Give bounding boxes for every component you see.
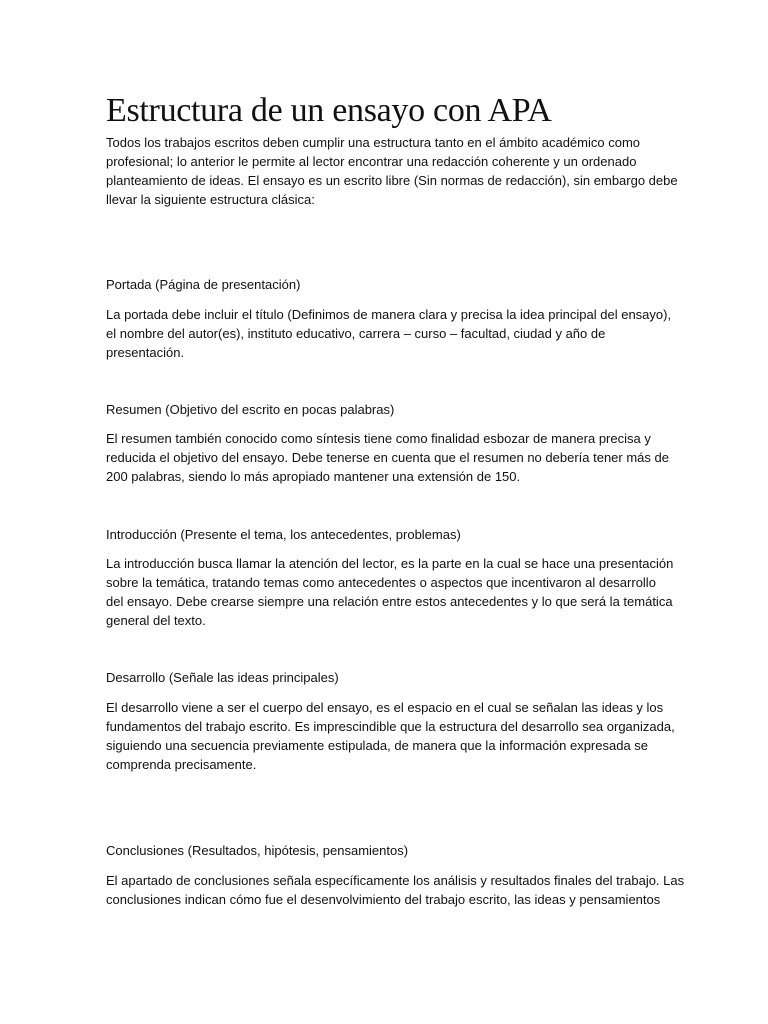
section-paragraph-portada: [106, 305, 672, 362]
paragraph-line: profesional; lo anterior le permite al lector encontrar una redacción coherente y un ordenado: [106, 154, 637, 169]
paragraph-line: sobre la temática, tratando temas como antecedentes o aspectos que incentivaron al desarrollo: [106, 575, 656, 590]
section-heading-conclusiones: Conclusiones (Resultados, hipótesis, pensamientos): [106, 843, 409, 858]
page-title: Estructura de un ensayo con APA: [106, 92, 552, 129]
paragraph-line: conclusiones indican cómo fue el desenvolvimiento del trabajo escrito, las ideas y pensamientos: [106, 892, 661, 907]
section-heading-portada: Portada (Página de presentación): [106, 277, 301, 292]
paragraph-line: La introducción busca llamar la atención del lector, es la parte en la cual se hace una presentación: [106, 556, 674, 571]
section-paragraph-conclusiones: [106, 871, 685, 909]
intro-paragraph: [106, 133, 678, 209]
paragraph-line: Todos los trabajos escritos deben cumplir una estructura tanto en el ámbito académico como: [106, 135, 641, 150]
paragraph-line: siguiendo una secuencia previamente estipulada, de manera que la información expresada se: [106, 738, 649, 753]
paragraph-line: el nombre del autor(es), instituto educativo, carrera – curso – facultad, ciudad y año de: [106, 326, 606, 341]
paragraph-line: presentación.: [106, 345, 185, 360]
paragraph-line: reducida el objetivo del ensayo. Debe tenerse en cuenta que el resumen no debería tener más de: [106, 450, 669, 465]
section-paragraph-resumen: [106, 429, 669, 486]
paragraph-line: El resumen también conocido como síntesis tiene como finalidad esbozar de manera precisa y: [106, 431, 651, 446]
section-heading-introduccion: Introducción (Presente el tema, los antecedentes, problemas): [106, 527, 461, 542]
paragraph-line: llevar la siguiente estructura clásica:: [106, 192, 315, 207]
paragraph-line: 200 palabras, siendo lo más apropiado mantener una extensión de 150.: [106, 469, 521, 484]
section-heading-resumen: Resumen (Objetivo del escrito en pocas palabras): [106, 402, 395, 417]
paragraph-line: La portada debe incluir el título (Definimos de manera clara y precisa la idea principal del ensayo),: [106, 307, 672, 322]
paragraph-line: fundamentos del trabajo escrito. Es imprescindible que la estructura del desarrollo sea organizada,: [106, 719, 675, 734]
paragraph-line: del ensayo. Debe crearse siempre una relación entre estos antecedentes y lo que será la temática: [106, 594, 673, 609]
paragraph-line: comprenda precisamente.: [106, 757, 257, 772]
paragraph-line: planteamiento de ideas. El ensayo es un escrito libre (Sin normas de redacción), sin embargo debe: [106, 173, 678, 188]
paragraph-line: El desarrollo viene a ser el cuerpo del ensayo, es el espacio en el cual se señalan las ideas y los: [106, 700, 664, 715]
paragraph-line: El apartado de conclusiones señala específicamente los análisis y resultados finales del trabajo. Las: [106, 873, 685, 888]
paragraph-line: general del texto.: [106, 613, 206, 628]
section-heading-desarrollo: Desarrollo (Señale las ideas principales): [106, 670, 339, 685]
section-paragraph-introduccion: [106, 554, 674, 630]
section-paragraph-desarrollo: [106, 698, 675, 774]
